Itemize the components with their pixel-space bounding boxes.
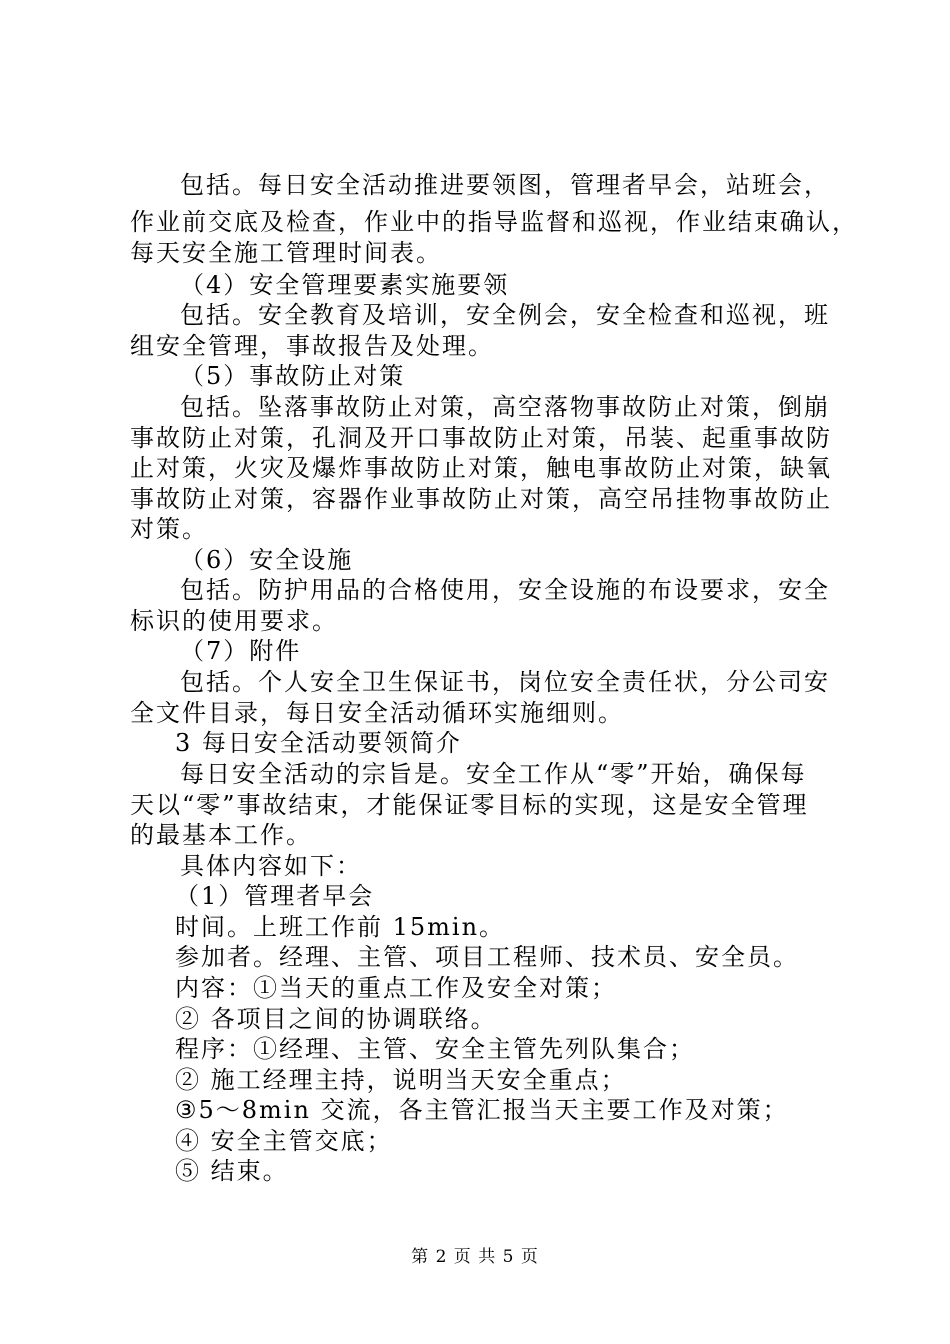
- page-number-footer: 第 2 页 共 5 页: [411, 1247, 539, 1267]
- paragraph-line: 每天安全施工管理时间表。: [130, 239, 442, 267]
- paragraph-line: ② 各项目之间的协调联络。: [175, 1005, 497, 1033]
- paragraph-line: 止对策，火灾及爆炸事故防止对策，触电事故防止对策，缺氧: [130, 454, 832, 482]
- paragraph-line: ③5～8min 交流，各主管汇报当天主要工作及对策；: [175, 1096, 789, 1124]
- paragraph-line: 包括。安全教育及培训，安全例会，安全检查和巡视，班: [180, 301, 830, 329]
- section-heading: （6）安全设施: [180, 546, 354, 574]
- paragraph-line: 全文件目录，每日安全活动循环实施细则。: [130, 699, 624, 727]
- paragraph-line: 天以“零”事故结束，才能保证零目标的实现，这是安全管理: [130, 791, 809, 819]
- paragraph-line: 每日安全活动的宗旨是。安全工作从“零”开始，确保每: [180, 760, 807, 788]
- paragraph-line: 作业前交底及检查，作业中的指导监督和巡视，作业结束确认，: [130, 208, 858, 236]
- section-heading: （5）事故防止对策: [180, 362, 406, 390]
- paragraph-line: 包括。坠落事故防止对策，高空落物事故防止对策，倒崩: [180, 393, 830, 421]
- paragraph-line: ⑤ 结束。: [175, 1157, 289, 1185]
- section-heading: 3 每日安全活动要领简介: [175, 729, 462, 757]
- paragraph-line: 组安全管理，事故报告及处理。: [130, 332, 494, 360]
- section-heading: （7）附件: [180, 637, 302, 665]
- paragraph-line: 的最基本工作。: [130, 821, 312, 849]
- section-heading: （4）安全管理要素实施要领: [180, 271, 510, 299]
- paragraph-line: 包括。防护用品的合格使用，安全设施的布设要求，安全: [180, 576, 830, 604]
- paragraph-line: 事故防止对策，孔洞及开口事故防止对策，吊装、起重事故防: [130, 424, 832, 452]
- paragraph-line: ② 施工经理主持，说明当天安全重点；: [175, 1066, 627, 1094]
- section-heading: （1）管理者早会: [175, 882, 375, 910]
- paragraph-line: 程序：①经理、主管、安全主管先列队集合；: [175, 1035, 695, 1063]
- paragraph-line: 时间。上班工作前 15min。: [175, 913, 506, 941]
- paragraph-line: ④ 安全主管交底；: [175, 1127, 393, 1155]
- paragraph-line: 内容：①当天的重点工作及安全对策；: [175, 974, 617, 1002]
- paragraph-line: 对策。: [130, 515, 208, 543]
- paragraph-line: 事故防止对策，容器作业事故防止对策，高空吊挂物事故防止: [130, 485, 832, 513]
- paragraph-line: 参加者。经理、主管、项目工程师、技术员、安全员。: [175, 943, 799, 971]
- paragraph-line: 包括。每日安全活动推进要领图，管理者早会，站班会，: [180, 171, 830, 199]
- paragraph-line: 标识的使用要求。: [130, 607, 338, 635]
- paragraph-line: 具体内容如下：: [180, 852, 362, 880]
- paragraph-line: 包括。个人安全卫生保证书，岗位安全责任状，分公司安: [180, 668, 830, 696]
